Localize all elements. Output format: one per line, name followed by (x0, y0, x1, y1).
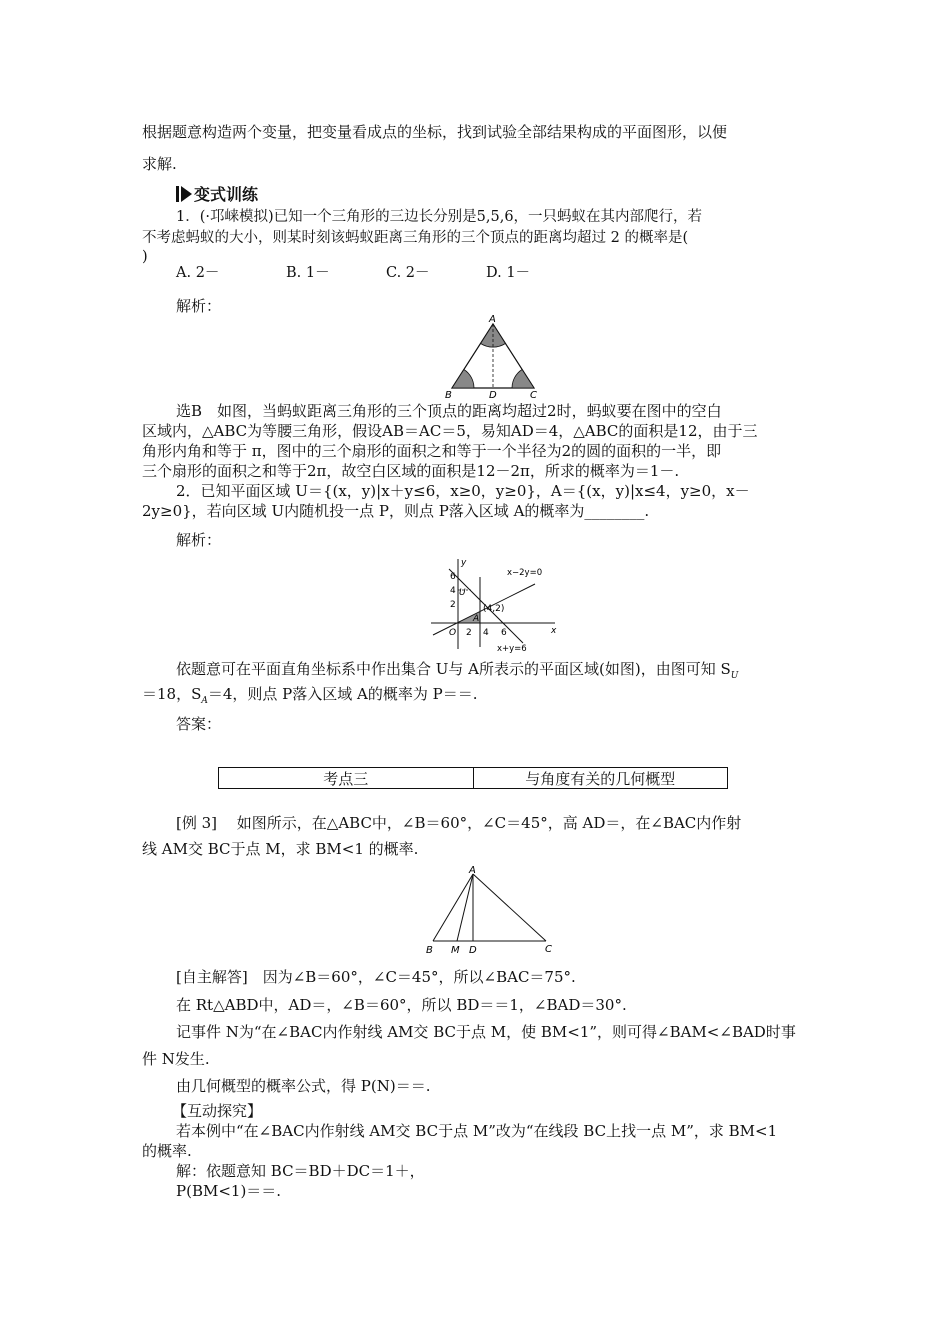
ex3-solution-1: [自主解答] 因为∠B＝60°，∠C＝45°，所以∠BAC＝75°. (176, 968, 576, 986)
tick-y-4: 4 (450, 586, 456, 596)
ex3-solution-4: 件 N发生. (142, 1050, 210, 1068)
q1-option-c: C. 2－ (386, 265, 430, 281)
q1-option-d: D. 1－ (486, 265, 531, 281)
fig3-label-a: A (469, 865, 476, 876)
q2-solution-2a: ＝18，S (142, 685, 202, 703)
q2-answer-label: 答案： (176, 715, 222, 733)
triangle-am-figure (418, 864, 563, 956)
topic-cell-left: 考点三 (219, 768, 474, 788)
q1-solution-1: 选B 如图，当蚂蚁距离三角形的三个顶点的距离均超过2时，蚂蚁要在图中的空白 (176, 402, 722, 420)
tick-y-2: 2 (450, 600, 456, 610)
label-point-4-2: (4,2) (483, 604, 505, 614)
label-c: C (530, 390, 537, 400)
fig3-label-d: D (469, 945, 477, 956)
label-a-region: A (473, 614, 480, 624)
q1-line-1: 1．(·邛崃模拟)已知一个三角形的三边长分别是5,5,6，一只蚂蚁在其内部爬行，若 (176, 209, 703, 225)
fig3-label-m: M (451, 945, 460, 956)
intro-line-1: 根据题意构造两个变量，把变量看成点的坐标，找到试验全部结果构成的平面图形，以便 (142, 123, 728, 141)
q1-option-b: B. 1－ (286, 265, 330, 281)
label-a: A (489, 314, 496, 325)
q2-line-1: 2．已知平面区域 U＝{(x，y)|x＋y≤6，x≥0，y≥0}，A＝{(x，y)|x≤4，y≥0，x－ (176, 482, 750, 500)
label-line-x-minus-2y: x−2y=0 (507, 568, 543, 578)
label-line-x-plus-y: x+y=6 (497, 644, 527, 653)
q2-analysis-label: 解析： (176, 531, 222, 549)
q1-analysis-label: 解析： (176, 297, 222, 315)
sector-b (452, 370, 474, 389)
q1-option-a: A. 2－ (176, 265, 220, 281)
bar-icon (176, 186, 179, 202)
explore-title: 【互动探究】 (172, 1102, 263, 1120)
side-ac (473, 874, 546, 941)
q2-solution-2b: ＝4，则点 P落入区域 A的概率为 P＝＝. (207, 685, 478, 703)
region-graph (423, 555, 563, 653)
label-d: D (489, 390, 497, 400)
ex3-line-1: [例 3] 如图所示，在△ABC中，∠B＝60°，∠C＝45°，高 AD＝，在∠BAC内作射 (176, 814, 742, 832)
explore-line-4: P(BM<1)＝＝. (176, 1182, 282, 1200)
q2-solution-1-text: 依题意可在平面直角坐标系中作出集合 U与 A所表示的平面区域(如图)，由图可知 S (176, 660, 731, 678)
ex3-solution-5: 由几何概型的概率公式，得 P(N)＝＝. (176, 1077, 431, 1095)
ex3-line-2: 线 AM交 BC于点 M，求 BM<1 的概率. (142, 840, 419, 858)
ex3-solution-3: 记事件 N为“在∠BAC内作射线 AM交 BC于点 M，使 BM<1”，则可得∠BAM<∠BAD时事 (176, 1023, 796, 1041)
triangle-sector-figure (440, 312, 545, 400)
label-o: O (449, 628, 457, 638)
fig3-label-c: C (545, 944, 552, 955)
segment-am (457, 874, 473, 941)
label-b: B (445, 390, 452, 400)
q2-solution-2 (142, 687, 478, 706)
explore-line-3: 解：依题意知 BC＝BD＋DC＝1＋， (176, 1162, 425, 1180)
q2-line-2: 2y≥0}，若向区域 U内随机投一点 P，则点 P落入区域 A的概率为________. (142, 502, 650, 520)
q2-solution-1 (176, 662, 738, 681)
q1-solution-4: 三个扇形的面积之和等于2π，故空白区域的面积是12－2π，所求的概率为＝1－. (142, 462, 680, 480)
label-y: y (461, 558, 467, 568)
q1-line-2: 不考虑蚂蚁的大小，则某时刻该蚂蚁距离三角形的三个顶点的距离均超过 2 的概率是( (142, 230, 689, 246)
explore-line-2: 的概率. (142, 1142, 192, 1160)
tick-x-6: 6 (501, 628, 507, 638)
intro-line-2: 求解. (142, 155, 177, 173)
q1-solution-3: 角形内角和等于 π，图中的三个扇形的面积之和等于一个半径为2的圆的面积的一半，即 (142, 442, 722, 460)
sector-c (512, 370, 534, 389)
tick-y-6: 6 (450, 572, 456, 582)
topic-table (218, 767, 728, 789)
subscript-a: A (201, 696, 208, 706)
subscript-u: U (730, 671, 739, 681)
side-ab (433, 874, 473, 941)
q1-solution-2: 区域内，△ABC为等腰三角形，假设AB＝AC＝5，易知AD＝4，△ABC的面积是12，由于三 (142, 422, 758, 440)
topic-cell-right: 与角度有关的几何概型 (525, 769, 676, 788)
section-header (176, 182, 258, 205)
fig3-label-b: B (426, 945, 433, 956)
play-triangle-icon (181, 186, 192, 202)
tick-x-4: 4 (483, 628, 489, 638)
label-x: x (551, 626, 557, 636)
section-header-label: 变式训练 (194, 185, 259, 204)
explore-line-1: 若本例中“在∠BAC内作射线 AM交 BC于点 M”改为“在线段 BC上找一点 M”，求 BM<1 (176, 1122, 778, 1140)
tick-x-2: 2 (466, 628, 472, 638)
ex3-solution-2: 在 Rt△ABD中，AD＝，∠B＝60°，所以 BD＝＝1，∠BAD＝30°. (176, 996, 627, 1014)
label-u: U (459, 588, 466, 598)
q1-line-3: ) (142, 249, 148, 265)
